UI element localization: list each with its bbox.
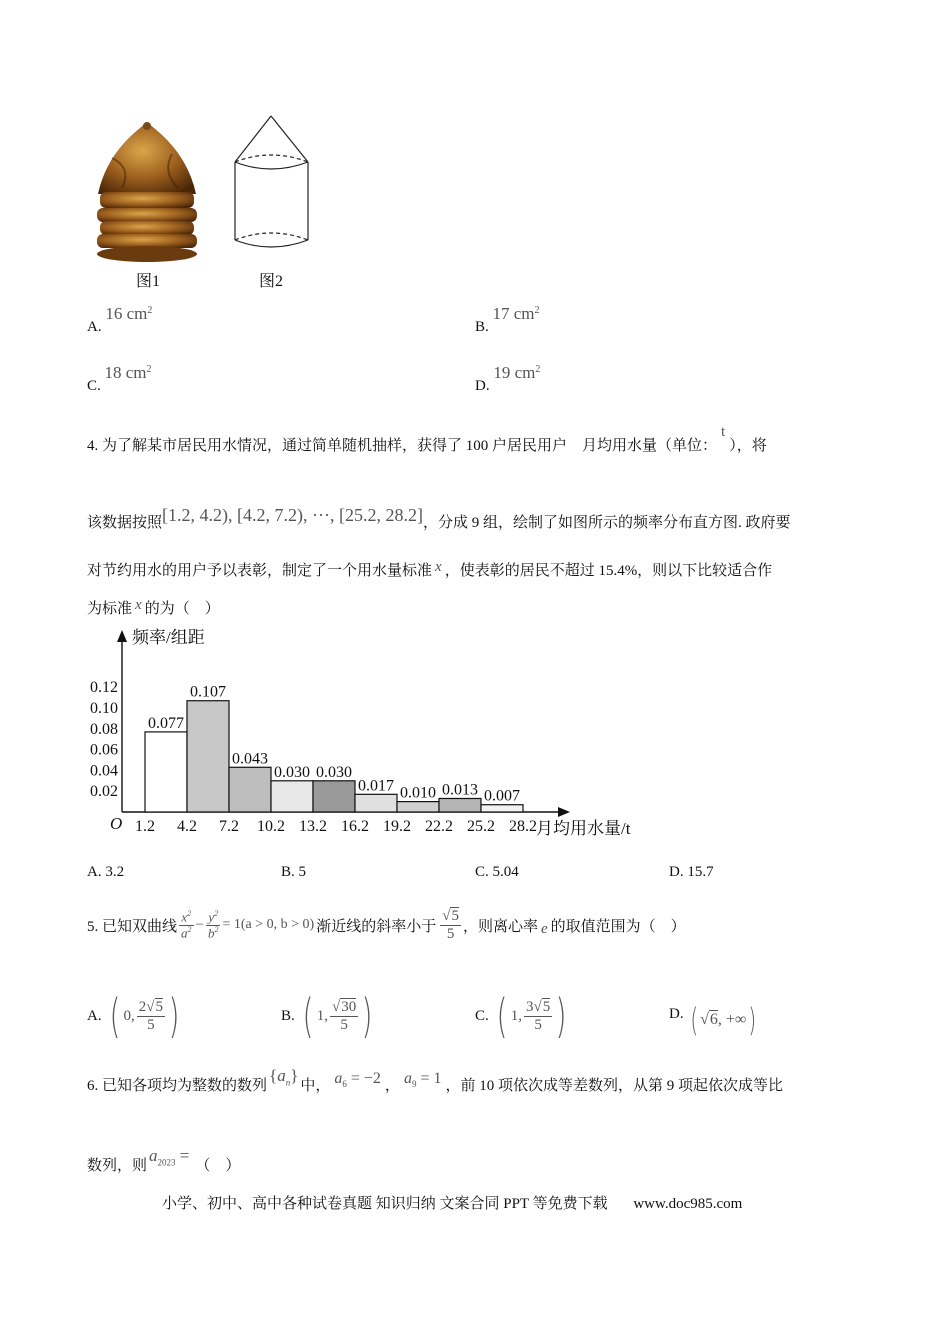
q4-line-3 xyxy=(87,559,772,580)
q4-line-1 xyxy=(87,424,767,455)
histogram-bar xyxy=(439,798,481,812)
option-fraction: $\frac{√30}{5}$ xyxy=(331,999,357,1033)
q3-option-b[interactable] xyxy=(475,304,540,335)
q4-line-2 xyxy=(87,505,791,531)
figure-2-caption: 图2 xyxy=(259,273,284,290)
q6-a6: $a_6 = -2$ xyxy=(334,1070,381,1090)
q5-mid: 渐近线的斜率小于 xyxy=(316,918,437,935)
q5-var-e: e xyxy=(540,920,548,937)
origin-label: O xyxy=(110,814,123,833)
y-axis-arrow xyxy=(117,630,127,642)
q4-var-x: x xyxy=(435,559,442,575)
q4-intervals: [1.2, 4.2), [4.2, 7.2), ···, [25.2, 28.2] xyxy=(162,505,423,525)
bar-value-label: 0.077 xyxy=(148,714,184,732)
q5-option-a[interactable]: A. ( 0, $\frac{2√5}{5}$ ) xyxy=(87,989,180,1043)
option-sup: 2 xyxy=(534,305,540,316)
bar-value-label: 0.107 xyxy=(190,683,226,701)
y-tick-label: 0.12 xyxy=(90,679,118,697)
x-tick-label: 4.2 xyxy=(177,818,197,835)
q5-fraction-x: $\frac{x^2}{a^2}$ xyxy=(181,908,192,940)
q5-slope-fraction: $\frac{√5}{5}$ xyxy=(442,908,459,942)
option-value: 5 xyxy=(298,864,307,880)
option-value: 3.2 xyxy=(105,864,125,880)
histogram-bar xyxy=(229,767,271,812)
y-tick-label: 0.08 xyxy=(90,720,118,738)
footer-text: 小学、初中、高中各种试卷真题 知识归纳 文案合同 PPT 等免费下载 xyxy=(162,1196,608,1212)
histogram-svg xyxy=(80,622,660,844)
y-tick-label: 0.02 xyxy=(90,783,118,801)
q6-line-1 xyxy=(87,1066,783,1095)
option-value: 5.04 xyxy=(492,864,519,880)
x-tick-label: 22.2 xyxy=(425,818,453,835)
x-tick-label: 1.2 xyxy=(135,818,155,835)
q6-text: （ ） xyxy=(195,1158,241,1175)
histogram-bar xyxy=(481,805,523,812)
q6-text: 中， xyxy=(300,1078,331,1095)
x-tick-label: 19.2 xyxy=(383,818,411,835)
y-tick-label: 0.06 xyxy=(90,741,118,759)
bar-value-label: 0.043 xyxy=(232,750,268,768)
q4-var-x: x xyxy=(135,597,142,613)
q6-text: ， xyxy=(384,1078,400,1095)
option-value: 17 cm xyxy=(492,304,535,323)
q4-text: 对节约用水的用户予以表彰，制定了一个用水量标准 xyxy=(87,563,433,579)
q6-line-2 xyxy=(87,1146,241,1175)
q5-option-b[interactable]: B. ( 1, $\frac{√30}{5}$ ) xyxy=(281,989,373,1043)
y-tick-label: 0.04 xyxy=(90,762,118,780)
x-tick-label: 28.2 xyxy=(509,818,537,835)
q4-unit: t xyxy=(721,424,726,440)
option-value: 15.7 xyxy=(687,864,714,880)
option-letter: A. xyxy=(87,319,102,335)
x-tick-label: 13.2 xyxy=(299,818,327,835)
option-value: 19 cm xyxy=(493,363,536,382)
q3-option-d[interactable] xyxy=(475,363,541,394)
option-letter: C. xyxy=(475,1007,489,1024)
option-letter: C. xyxy=(475,864,489,880)
q5-eq-rest: = 1(a > 0, b > 0) xyxy=(222,917,315,932)
q4-option-d[interactable] xyxy=(669,864,714,881)
footer-url[interactable]: www.doc985.com xyxy=(633,1196,743,1212)
histogram-bar xyxy=(187,701,229,812)
option-letter: A. xyxy=(87,864,102,880)
x-tick-label: 16.2 xyxy=(341,818,369,835)
q5-post: ，则离心率 xyxy=(462,918,538,935)
q4-text: 的为（ ） xyxy=(144,601,220,617)
q5-option-c[interactable]: C. ( 1, $\frac{3√5}{5}$ ) xyxy=(475,989,567,1043)
q4-text: 为标准 xyxy=(87,601,133,617)
option-fraction: $\frac{3√5}{5}$ xyxy=(525,999,551,1033)
bar-value-label: 0.013 xyxy=(442,781,478,799)
wooden-object-illustration xyxy=(92,118,202,264)
q4-option-a[interactable] xyxy=(87,864,124,881)
option-sup: 2 xyxy=(147,305,153,316)
y-axis-label: 频率/组距 xyxy=(132,628,205,647)
q5-option-d[interactable]: D. ( √6 , +∞ ) xyxy=(669,1001,757,1039)
option-fraction: $\frac{2√5}{5}$ xyxy=(138,999,164,1033)
x-axis-label: 月均用水量/t xyxy=(536,819,631,838)
option-sup: 2 xyxy=(535,364,541,375)
q6-target: $a_{2023}$ = xyxy=(149,1146,190,1168)
option-letter: B. xyxy=(281,1007,295,1024)
option-letter: A. xyxy=(87,1007,102,1024)
option-letter: B. xyxy=(281,864,295,880)
q4-text: ，分成 9 组，绘制了如图所示的频率分布直方图. 政府要 xyxy=(422,515,791,531)
figure-1-photo xyxy=(92,118,202,264)
q4-text: ，使表彰的居民不超过 15.4%，则以下比较适合作 xyxy=(444,563,773,579)
histogram-bar xyxy=(313,781,355,812)
y-tick-label: 0.10 xyxy=(90,700,118,717)
x-tick-label: 10.2 xyxy=(257,818,285,835)
q6-a9: $a_9 = 1$ xyxy=(403,1070,442,1090)
q4-text: 该数据按照 xyxy=(87,515,163,531)
option-letter: B. xyxy=(475,319,489,335)
bar-value-label: 0.007 xyxy=(484,787,520,805)
frequency-histogram xyxy=(80,622,660,844)
option-letter: D. xyxy=(475,378,490,394)
histogram-bar xyxy=(271,781,313,812)
q5-stem: 5. 已知双曲线 $\frac{x^2}{a^2}$ − $\frac{y^2}{b^2}$ = 1(a > 0, b > 0) 渐近线的斜率小于 $\frac{√5}{5}$ ，则离心率 e 的取值范围为（ ） xyxy=(87,908,686,942)
q6-text: 6. 已知各项均为整数的数列 xyxy=(87,1078,268,1095)
q3-option-a[interactable] xyxy=(87,304,153,335)
q6-sequence: $\{a_n\}$ xyxy=(269,1066,299,1088)
q4-option-b[interactable] xyxy=(281,864,306,881)
bar-value-label: 0.010 xyxy=(400,784,436,802)
option-letter: D. xyxy=(669,1005,684,1022)
bar-value-label: 0.030 xyxy=(274,763,310,781)
option-value: 16 cm xyxy=(105,304,148,323)
histogram-bar xyxy=(355,794,397,812)
option-letter: C. xyxy=(87,378,101,394)
histogram-bar xyxy=(397,802,439,812)
q6-text: ，前 10 项依次成等差数列，从第 9 项起依次成等比 xyxy=(445,1078,783,1095)
q5-fraction-y: $\frac{y^2}{b^2}$ xyxy=(207,908,219,940)
q4-option-c[interactable] xyxy=(475,864,519,881)
x-axis-arrow xyxy=(558,807,570,817)
bar-value-label: 0.017 xyxy=(358,777,394,795)
q4-text: 4. 为了解某市居民用水情况，通过简单随机抽样，获得了 100 户居民用户 月均用水量（单位： xyxy=(87,438,718,454)
q4-text-end: ），将 xyxy=(729,438,767,454)
x-tick-label: 25.2 xyxy=(467,818,495,835)
x-tick-label: 7.2 xyxy=(219,818,239,835)
q6-text: 数列，则 xyxy=(87,1158,148,1175)
figure-2-drawing xyxy=(230,112,316,262)
option-value: 18 cm xyxy=(104,363,147,382)
q3-option-c[interactable] xyxy=(87,363,152,394)
option-letter: D. xyxy=(669,864,684,880)
figure-1-caption: 图1 xyxy=(136,273,161,290)
bar-value-label: 0.030 xyxy=(316,763,352,781)
option-sup: 2 xyxy=(146,364,152,375)
histogram-bar xyxy=(145,732,187,812)
cone-cylinder-diagram xyxy=(230,112,316,262)
q5-prefix: 5. 已知双曲线 xyxy=(87,918,178,935)
q4-line-4 xyxy=(87,597,220,618)
q5-end: 的取值范围为（ ） xyxy=(550,918,686,935)
page-footer xyxy=(162,1192,742,1213)
